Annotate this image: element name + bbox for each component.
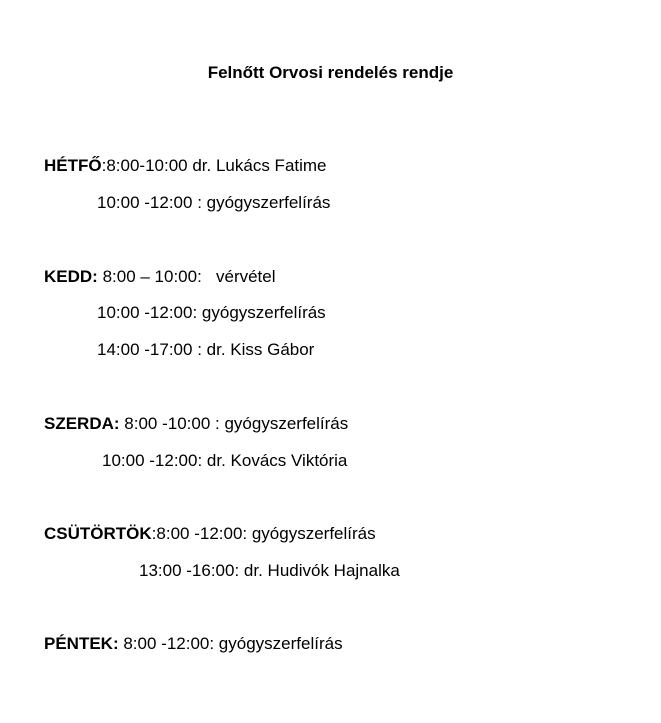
schedule-friday-line-1 bbox=[44, 633, 343, 655]
day-label-friday: PÉNTEK: bbox=[44, 634, 119, 653]
schedule-wednesday-entry-2: 10:00 -12:00: dr. Kovács Viktória bbox=[102, 451, 348, 470]
schedule-tuesday-entry-3: 14:00 -17:00 : dr. Kiss Gábor bbox=[97, 340, 315, 359]
schedule-monday-entry-2: 10:00 -12:00 : gyógyszerfelírás bbox=[97, 193, 331, 212]
page-title: Felnőtt Orvosi rendelés rendje bbox=[207, 63, 454, 82]
schedule-thursday-line-1 bbox=[44, 523, 376, 545]
schedule-tuesday-entry-1: 8:00 – 10:00: vérvétel bbox=[97, 267, 276, 286]
schedule-friday-entry-1: 8:00 -12:00: gyógyszerfelírás bbox=[118, 634, 343, 653]
schedule-tuesday-entry-2: 10:00 -12:00: gyógyszerfelírás bbox=[97, 303, 326, 322]
schedule-thursday-entry-1: :8:00 -12:00: gyógyszerfelírás bbox=[151, 524, 376, 543]
schedule-wednesday-entry-1: 8:00 -10:00 : gyógyszerfelírás bbox=[119, 414, 349, 433]
schedule-monday-line-1 bbox=[44, 155, 327, 177]
schedule-wednesday-line-1 bbox=[44, 413, 348, 435]
schedule-tuesday-line-2 bbox=[97, 302, 326, 324]
schedule-thursday-line-2 bbox=[139, 560, 400, 582]
schedule-thursday-entry-2: 13:00 -16:00: dr. Hudivók Hajnalka bbox=[139, 561, 400, 580]
schedule-wednesday-line-2 bbox=[102, 450, 347, 472]
schedule-tuesday-line-1 bbox=[44, 266, 276, 288]
schedule-tuesday-line-3 bbox=[97, 339, 314, 361]
schedule-monday-entry-1: :8:00-10:00 dr. Lukács Fatime bbox=[101, 156, 327, 175]
day-label-tuesday: KEDD: bbox=[44, 267, 98, 286]
schedule-monday-line-2 bbox=[97, 192, 330, 214]
day-label-monday: HÉTFŐ bbox=[44, 156, 102, 175]
day-label-thursday: CSÜTÖRTÖK bbox=[44, 524, 152, 543]
day-label-wednesday: SZERDA: bbox=[44, 414, 120, 433]
